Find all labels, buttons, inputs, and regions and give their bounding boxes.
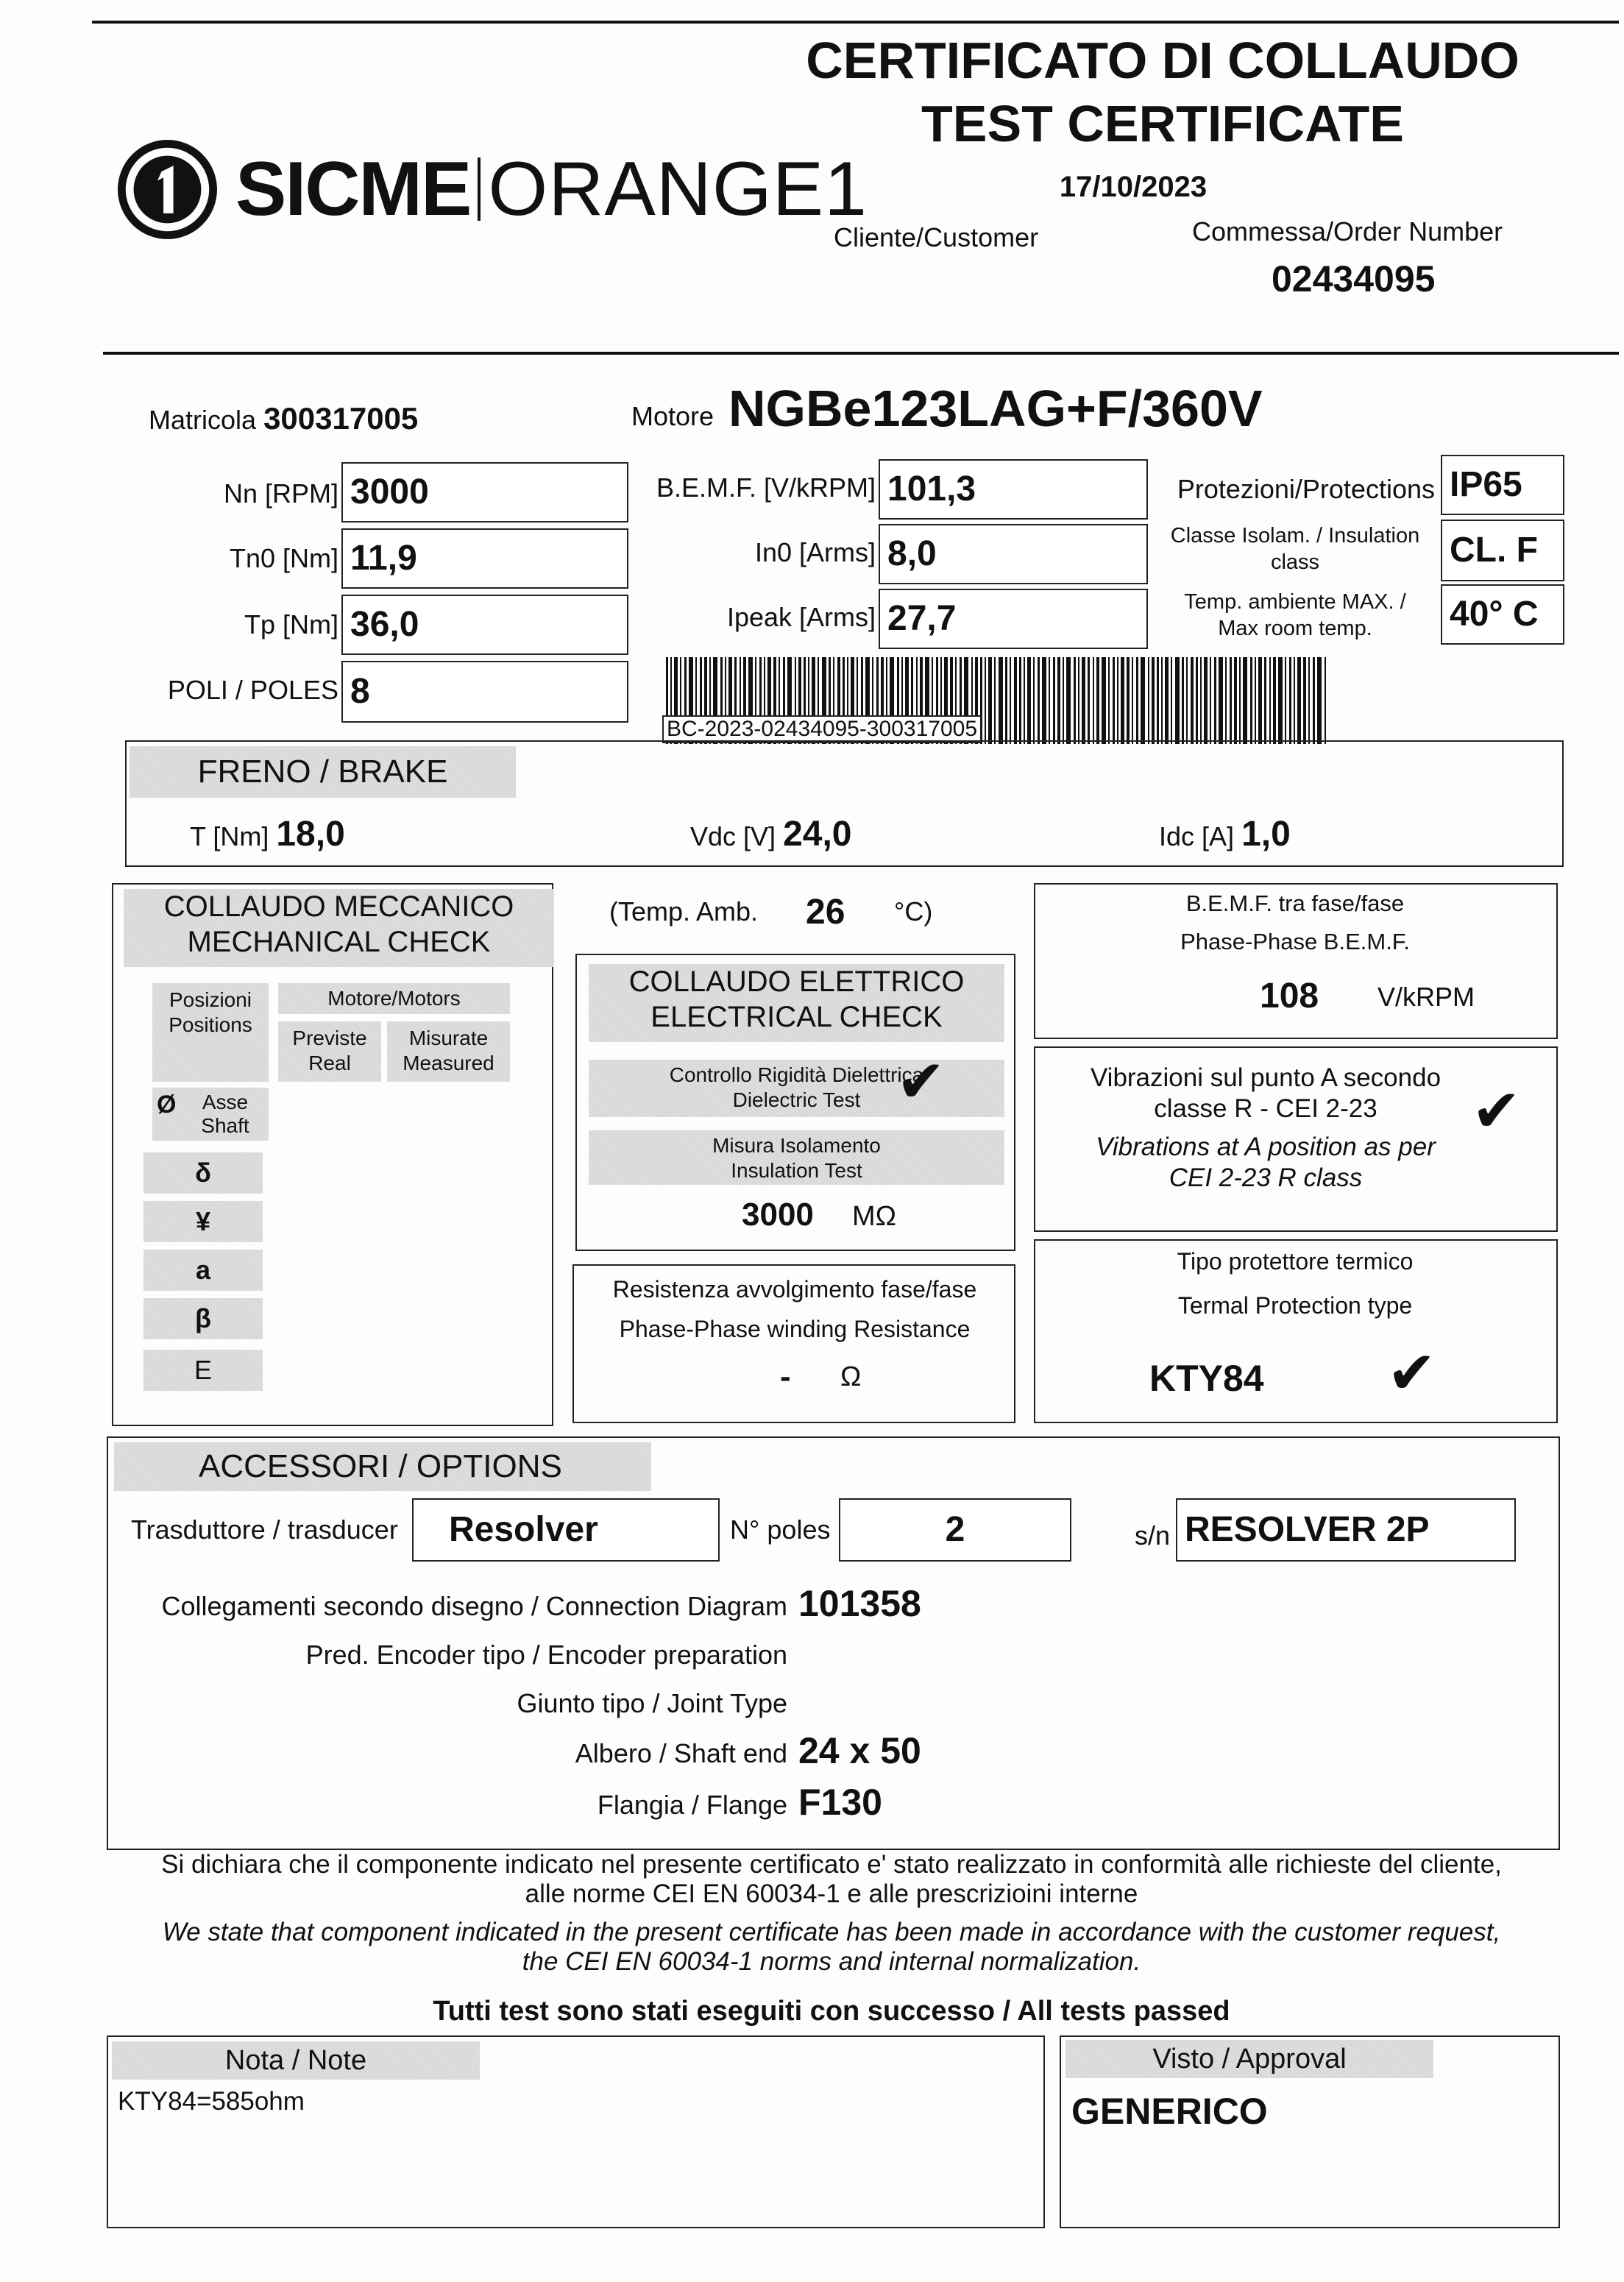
resistance-label-en: Phase-Phase winding Resistance bbox=[619, 1316, 971, 1342]
note-text: KTY84=585ohm bbox=[118, 2087, 305, 2116]
logo-light: ORANGE1 bbox=[488, 146, 868, 232]
logo-wordmark bbox=[235, 146, 868, 232]
motor-label: Motore bbox=[631, 401, 715, 431]
in0-field: 8,0 bbox=[879, 524, 1148, 584]
bemf-phase-value: 108 bbox=[1260, 977, 1319, 1016]
transducer-label: Trasduttore / trasducer bbox=[131, 1514, 398, 1545]
nn-label: Nn [RPM] bbox=[223, 478, 338, 509]
serial-value: 300317005 bbox=[263, 401, 419, 436]
tp-field: 36,0 bbox=[341, 595, 628, 655]
positions-header: Posizioni Positions bbox=[152, 983, 269, 1082]
row-yen: ¥ bbox=[143, 1201, 263, 1242]
row-e: E bbox=[143, 1350, 263, 1391]
bemf-phase-title-it: B.E.M.F. tra fase/fase bbox=[1185, 890, 1405, 916]
barcode-text: BC-2023-02434095-300317005 bbox=[662, 715, 982, 743]
mechanical-title: COLLAUDO MECCANICO MECHANICAL CHECK bbox=[124, 889, 554, 967]
tn0-label: Tn0 [Nm] bbox=[229, 543, 338, 573]
bemf-field: 101,3 bbox=[879, 459, 1148, 520]
approval-title: Visto / Approval bbox=[1065, 2040, 1433, 2078]
bemf-label: B.E.M.F. [V/kRPM] bbox=[656, 472, 876, 503]
motor-model: NGBe123LAG+F/360V bbox=[728, 380, 1263, 437]
thermal-label-en: Termal Protection type bbox=[1177, 1292, 1413, 1319]
row-a: a bbox=[143, 1250, 263, 1291]
brake-vdc-value: 24,0 bbox=[783, 815, 852, 854]
tn0-field: 11,9 bbox=[341, 528, 628, 589]
top-rule bbox=[92, 21, 1619, 24]
title-english: TEST CERTIFICATE bbox=[921, 95, 1404, 152]
shaft-end-value: 24 x 50 bbox=[798, 1730, 921, 1771]
diagram-value: 101358 bbox=[798, 1583, 921, 1624]
ambient-temp-unit: °C) bbox=[894, 896, 933, 926]
temp-field: 40° C bbox=[1441, 584, 1564, 645]
temp-label: Temp. ambiente MAX. / Max room temp. bbox=[1184, 590, 1406, 641]
certificate-date: 17/10/2023 bbox=[1059, 171, 1208, 203]
accessories-title: ACCESSORI / OPTIONS bbox=[114, 1442, 651, 1491]
brake-idc-label: Idc [A] 1,0 bbox=[1159, 815, 1291, 854]
encoder-label: Pred. Encoder tipo / Encoder preparation bbox=[305, 1640, 787, 1670]
thermal-label-it: Tipo protettore termico bbox=[1177, 1248, 1414, 1275]
bemf-phase-title-en: Phase-Phase B.E.M.F. bbox=[1180, 929, 1410, 954]
brake-t-label: T [Nm] 18,0 bbox=[190, 815, 345, 854]
brake-title: FRENO / BRAKE bbox=[130, 746, 516, 798]
customer-label: Cliente/Customer bbox=[834, 222, 1039, 252]
resistance-label-it: Resistenza avvolgimento fase/fase bbox=[612, 1276, 977, 1303]
brake-t-value: 18,0 bbox=[276, 815, 345, 854]
check-icon: ✔ bbox=[896, 1047, 946, 1116]
declaration-it: Si dichiara che il componente indicato nel presente certificato e' stato realizzato in conformità alle richieste del cliente, alle norme CEI EN 60034-1 e alle prescrizioini interne bbox=[161, 1850, 1502, 1909]
joint-label: Giunto tipo / Joint Type bbox=[517, 1688, 787, 1718]
row-delta: δ bbox=[143, 1152, 263, 1194]
order-number: 02434095 bbox=[1272, 258, 1436, 300]
resistance-value: - bbox=[780, 1358, 791, 1395]
logo-bold: SICME bbox=[235, 146, 471, 232]
poles-field: 8 bbox=[341, 661, 628, 723]
declaration-en: We state that component indicated in the present certificate has been made in accordance with the customer request, the CEI EN 60034-1 norms and internal normalization. bbox=[162, 1918, 1501, 1977]
all-tests-passed: Tutti test sono stati eseguiti con successo / All tests passed bbox=[433, 1996, 1230, 2027]
note-title: Nota / Note bbox=[112, 2041, 480, 2080]
thermal-value: KTY84 bbox=[1149, 1358, 1264, 1399]
serial-label: Matricola 300317005 bbox=[149, 401, 419, 436]
flange-label: Flangia / Flange bbox=[597, 1790, 787, 1820]
bemf-phase-unit: V/kRPM bbox=[1377, 982, 1475, 1012]
sn-label: s/n bbox=[1135, 1520, 1171, 1551]
insulation-value: 3000 bbox=[742, 1197, 814, 1233]
insulation-unit: MΩ bbox=[852, 1201, 897, 1232]
brake-vdc-label: Vdc [V] 24,0 bbox=[690, 815, 852, 854]
protection-field: IP65 bbox=[1441, 455, 1564, 515]
title-italian: CERTIFICATO DI COLLAUDO bbox=[806, 32, 1520, 89]
electrical-title: COLLAUDO ELETTRICO ELECTRICAL CHECK bbox=[589, 964, 1004, 1042]
vibration-it: Vibrazioni sul punto A secondo classe R - CEI 2-23 bbox=[1090, 1063, 1442, 1123]
dielectric-test: Controllo Rigidità Dielettrica Dielectric Test bbox=[589, 1060, 1004, 1117]
insulation-test: Misura Isolamento Insulation Test bbox=[589, 1130, 1004, 1185]
brake-idc-value: 1,0 bbox=[1241, 815, 1291, 854]
insulation-label: Classe Isolam. / Insulation class bbox=[1170, 524, 1420, 575]
motors-header: Motore/Motors bbox=[278, 983, 510, 1014]
poles-label: POLI / POLES bbox=[167, 675, 338, 705]
resistance-unit: Ω bbox=[840, 1361, 862, 1392]
ambient-temp-value: 26 bbox=[806, 893, 845, 932]
approval-value: GENERICO bbox=[1071, 2091, 1268, 2132]
expected-header: Previste Real bbox=[278, 1021, 381, 1082]
tp-label: Tp [Nm] bbox=[244, 609, 338, 639]
transducer-field: Resolver bbox=[412, 1498, 720, 1562]
flange-value: F130 bbox=[798, 1782, 882, 1823]
vibration-en: Vibrations at A position as per CEI 2-23 R class bbox=[1096, 1133, 1436, 1192]
resolver-poles-field: 2 bbox=[839, 1498, 1071, 1562]
shaft-end-label: Albero / Shaft end bbox=[575, 1738, 787, 1768]
ambient-temp-label: (Temp. Amb. bbox=[609, 896, 759, 926]
protection-label: Protezioni/Protections bbox=[1177, 474, 1435, 504]
resolver-poles-label: N° poles bbox=[730, 1514, 831, 1545]
ipeak-field: 27,7 bbox=[879, 589, 1148, 649]
diagram-label: Collegamenti secondo disegno / Connection Diagram bbox=[161, 1591, 787, 1621]
header-rule bbox=[103, 352, 1619, 355]
in0-label: In0 [Arms] bbox=[754, 537, 876, 567]
ipeak-label: Ipeak [Arms] bbox=[726, 602, 876, 632]
row-beta: β bbox=[143, 1298, 263, 1339]
sn-field: RESOLVER 2P bbox=[1176, 1498, 1516, 1562]
check-icon: ✔ bbox=[1472, 1077, 1522, 1145]
nn-field: 3000 bbox=[341, 462, 628, 522]
order-label: Commessa/Order Number bbox=[1192, 216, 1503, 247]
shaft-symbol: Ø bbox=[157, 1091, 177, 1119]
insulation-field: CL. F bbox=[1441, 520, 1564, 581]
shaft-row: Ø Asse Shaft bbox=[152, 1088, 269, 1141]
measured-header: Misurate Measured bbox=[387, 1021, 510, 1082]
check-icon: ✔ bbox=[1387, 1339, 1437, 1407]
sicme-logo-icon bbox=[118, 140, 217, 239]
